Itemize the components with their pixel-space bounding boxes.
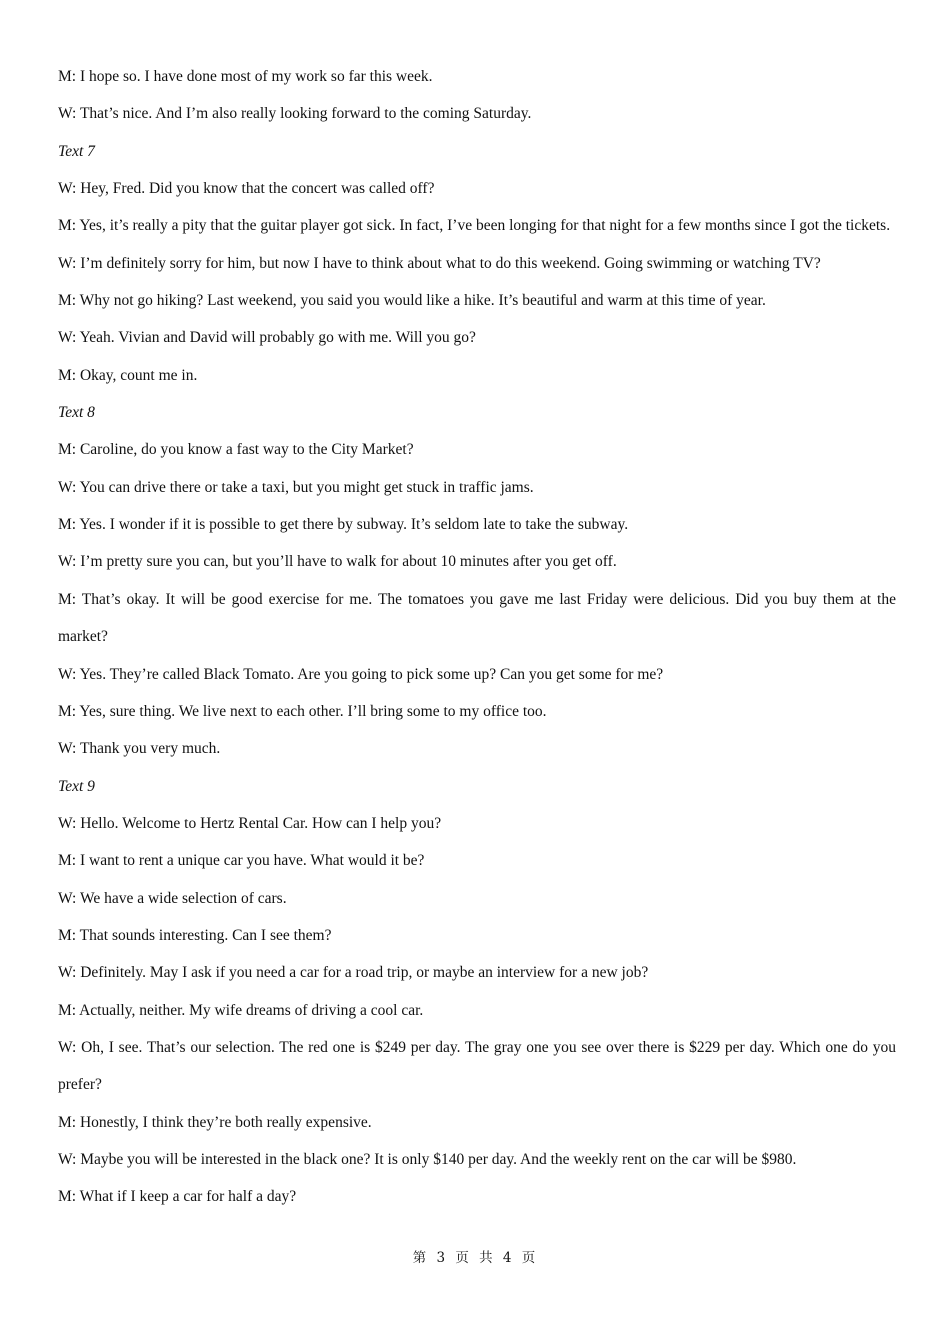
dialogue-line: W: Maybe you will be interested in the black one? It is only $140 per day. And the weekly rent on the car will be $980.	[58, 1150, 797, 1168]
dialogue-line: M: Okay, count me in.	[58, 366, 198, 384]
section-heading-text-8: Text 8	[58, 404, 95, 422]
dialogue-line: M: Yes, it’s really a pity that the guitar player got sick. In fact, I’ve been longing for that night for a few months since I got the tickets.	[58, 217, 891, 235]
dialogue-line: W: Yes. They’re called Black Tomato. Are you going to pick some up? Can you get some for me?	[58, 665, 664, 683]
section-heading-text-7: Text 7	[58, 142, 95, 160]
dialogue-line: W: I’m pretty sure you can, but you’ll have to walk for about 10 minutes after you get off.	[58, 553, 617, 571]
page-footer: 第 3 页 共 4 页	[412, 1250, 538, 1266]
dialogue-line: W: Hey, Fred. Did you know that the concert was called off?	[58, 180, 435, 198]
dialogue-line: W: We have a wide selection of cars.	[58, 889, 287, 907]
dialogue-line: M: Yes, sure thing. We live next to each other. I’ll bring some to my office too.	[58, 702, 547, 720]
dialogue-line: W: Hello. Welcome to Hertz Rental Car. How can I help you?	[58, 814, 442, 832]
dialogue-line: M: Honestly, I think they’re both really expensive.	[58, 1113, 372, 1131]
dialogue-line: W: That’s nice. And I’m also really looking forward to the coming Saturday.	[58, 105, 532, 123]
dialogue-line: M: Why not go hiking? Last weekend, you said you would like a hike. It’s beautiful and warm at this time of year.	[58, 292, 766, 310]
document-body	[58, 58, 896, 1216]
dialogue-line: M: Yes. I wonder if it is possible to get there by subway. It’s seldom late to take the subway.	[58, 516, 629, 534]
dialogue-line: M: I hope so. I have done most of my work so far this week.	[58, 68, 433, 85]
dialogue-line: W: Yeah. Vivian and David will probably go with me. Will you go?	[58, 329, 476, 347]
dialogue-line: M: That’s okay. It will be good exercise for me. The tomatoes you gave me last Friday were delicious. Did you buy them at the market?	[58, 590, 896, 646]
dialogue-line: W: Definitely. May I ask if you need a car for a road trip, or maybe an interview for a new job?	[58, 964, 649, 982]
dialogue-line: M: What if I keep a car for half a day?	[58, 1188, 297, 1206]
section-heading-text-9: Text 9	[58, 777, 95, 795]
dialogue-line: M: That sounds interesting. Can I see them?	[58, 926, 332, 944]
dialogue-line: W: I’m definitely sorry for him, but now I have to think about what to do this weekend. Going swimming or watching TV?	[58, 254, 821, 272]
dialogue-line: M: Actually, neither. My wife dreams of driving a cool car.	[58, 1001, 424, 1019]
dialogue-line: M: I want to rent a unique car you have. What would it be?	[58, 852, 425, 870]
dialogue-line: W: Thank you very much.	[58, 740, 221, 758]
dialogue-line: M: Caroline, do you know a fast way to the City Market?	[58, 441, 414, 459]
dialogue-line: W: Oh, I see. That’s our selection. The red one is $249 per day. The gray one you see over there is $229 per day. Which one do you prefer?	[58, 1038, 896, 1094]
dialogue-line: W: You can drive there or take a taxi, but you might get stuck in traffic jams.	[58, 478, 534, 496]
